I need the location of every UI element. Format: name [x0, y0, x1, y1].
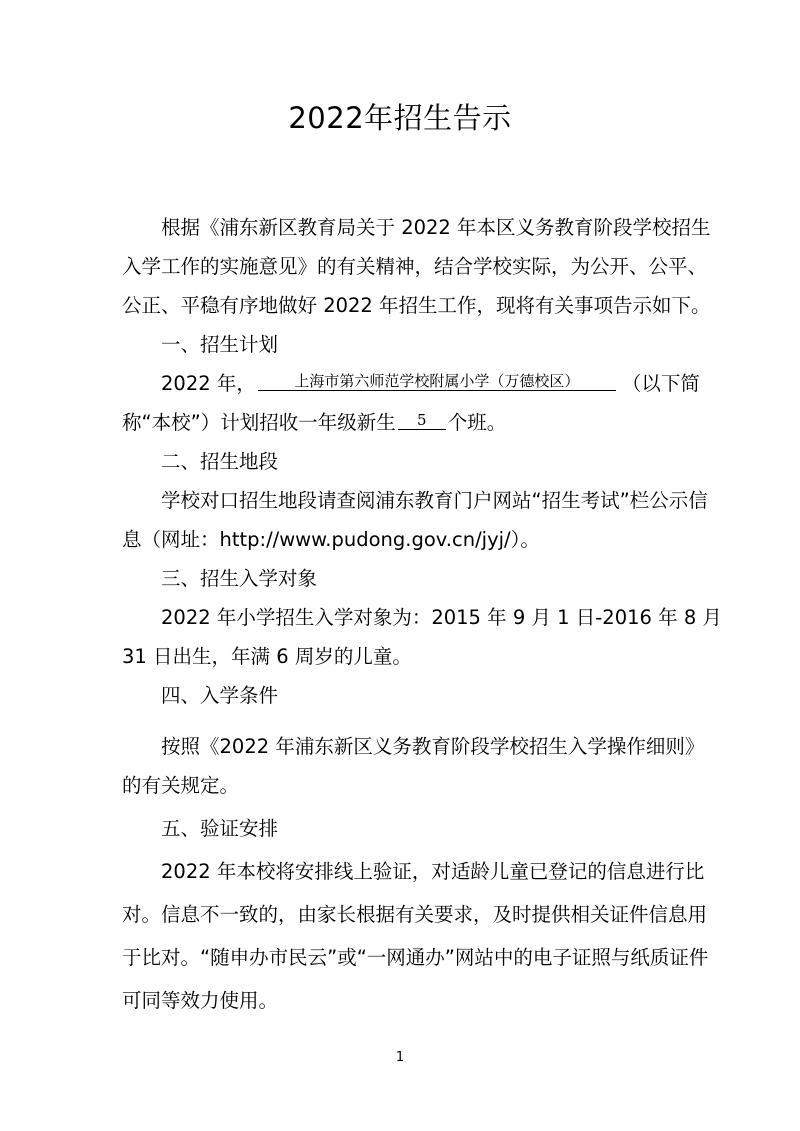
area-line-1: 学校对口招生地段请查阅浦东教育门户网站“招生考试”栏公示信 — [161, 489, 708, 512]
area-line-2: 息（网址：http://www.pudong.gov.cn/jyj/）。 — [122, 528, 540, 551]
section-heading-conditions: 四、入学条件 — [161, 684, 279, 707]
plan-line-1-suffix: （以下简 — [621, 372, 700, 395]
verification-line-3: 于比对。“随申办市民云”或“一网通办”网站中的电子证照与纸质证件 — [122, 946, 709, 969]
intro-line-3: 公正、平稳有序地做好 2022 年招生工作，现将有关事项告示如下。 — [122, 294, 711, 317]
plan-line-2 — [122, 409, 682, 437]
target-line-2: 31 日出生，年满 6 周岁的儿童。 — [122, 645, 412, 668]
plan-line-1 — [161, 370, 700, 398]
section-heading-area: 二、招生地段 — [161, 450, 279, 473]
section-heading-target: 三、招生入学对象 — [161, 567, 318, 590]
section-heading-verification: 五、验证安排 — [161, 817, 279, 840]
intro-line-2: 入学工作的实施意见》的有关精神，结合学校实际，为公开、公平、 — [122, 255, 708, 278]
class-count-field: 5 — [398, 411, 446, 430]
target-line-1: 2022 年小学招生入学对象为：2015 年 9 月 1 日-2016 年 8 月 — [161, 606, 722, 629]
conditions-line-1: 按照《2022 年浦东新区义务教育阶段学校招生入学操作细则》 — [161, 735, 705, 758]
section-heading-plan: 一、招生计划 — [161, 333, 279, 356]
verification-line-4: 可同等效力使用。 — [122, 989, 279, 1012]
conditions-line-2: 的有关规定。 — [122, 774, 240, 797]
plan-line-2-suffix: 个班。 — [447, 411, 507, 434]
verification-line-1: 2022 年本校将安排线上验证，对适龄儿童已登记的信息进行比 — [161, 860, 705, 883]
intro-line-1: 根据《浦东新区教育局关于 2022 年本区义务教育阶段学校招生 — [161, 216, 711, 239]
page-number: 1 — [395, 1050, 405, 1065]
page-title: 2022年招生告示 — [288, 101, 512, 135]
plan-line-2-prefix: 称“本校”）计划招收一年级新生 — [122, 411, 396, 434]
school-name-field: 上海市第六师范学校附属小学（万德校区） — [258, 372, 616, 391]
verification-line-2: 对。信息不一致的，由家长根据有关要求，及时提供相关证件信息用 — [122, 903, 708, 926]
plan-line-1-prefix: 2022 年， — [161, 372, 256, 395]
